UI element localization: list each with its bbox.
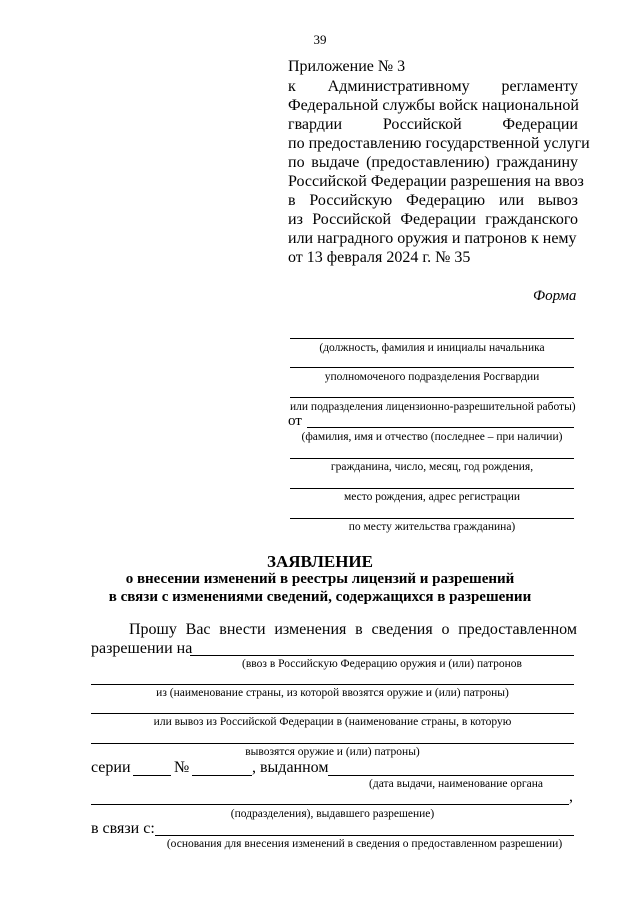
export-caption: вывозятся оружие и (или) патроны)	[245, 746, 420, 758]
applicant-caption: гражданина, число, месяц, год рождения,	[330, 461, 534, 473]
appendix-line: в Российскую Федерацию или вывоз	[288, 192, 578, 209]
addressee-line[interactable]	[290, 367, 574, 368]
appendix-line: Федеральной службы войск национальной	[288, 97, 579, 114]
issuing-authority-line[interactable]	[91, 804, 569, 805]
reason-field[interactable]	[155, 835, 574, 836]
document-subtitle: о внесении изменений в реестры лицензий и разрешений	[125, 571, 515, 587]
export-country-line[interactable]	[91, 743, 574, 744]
series-field[interactable]	[133, 775, 171, 776]
appendix-date-line: от 13 февраля 2024 г. № 35	[288, 249, 471, 266]
issue-date-caption: (дата выдачи, наименование органа	[369, 778, 543, 790]
reason-label: в связи с:	[91, 820, 155, 837]
addressee-caption: или подразделения лицензионно-разрешительной работы)	[290, 401, 576, 413]
applicant-line[interactable]	[290, 518, 574, 519]
document-subtitle: в связи с изменениями сведений, содержащихся в разрешении	[108, 589, 532, 605]
appendix-line: из Российской Федерации гражданского	[288, 211, 578, 228]
addressee-caption: (должность, фамилия и инициалы начальника	[319, 342, 545, 354]
appendix-line: или наградного оружия и патронов к нему	[288, 230, 577, 247]
series-label: серии	[91, 759, 131, 776]
request-text: Прошу Вас внести изменения в сведения о предоставленном	[129, 621, 577, 638]
issuing-authority-caption: (подразделения), выдавшего разрешение)	[230, 808, 435, 820]
addressee-line[interactable]	[290, 338, 574, 339]
applicant-caption: место рождения, адрес регистрации	[343, 491, 521, 503]
appendix-line: Приложение № 3	[288, 58, 406, 75]
addressee-line[interactable]	[290, 397, 574, 398]
export-caption: или вывоз из Российской Федерации в (наименование страны, в которую	[153, 716, 512, 728]
permit-type-line[interactable]	[190, 655, 574, 656]
number-field[interactable]	[192, 775, 252, 776]
applicant-line[interactable]	[290, 458, 574, 459]
from-label: от	[288, 413, 302, 429]
export-country-line[interactable]	[91, 713, 574, 714]
appendix-line: Российской Федерации разрешения на ввоз	[288, 173, 584, 190]
document-title: ЗАЯВЛЕНИЕ	[266, 552, 373, 571]
appendix-line: по выдаче (предоставлению) гражданину	[288, 154, 578, 171]
issue-date-field[interactable]	[328, 775, 574, 776]
appendix-line: по предоставлению государственной услуги	[288, 135, 590, 152]
page-number: 39	[313, 32, 327, 47]
reason-caption: (основания для внесения изменений в сведения о предоставленном разрешении)	[166, 838, 563, 850]
appendix-line: к Административному регламенту	[288, 78, 578, 95]
applicant-line[interactable]	[290, 488, 574, 489]
issued-label: , выданном	[252, 759, 329, 776]
appendix-line: гвардии Российской Федерации	[288, 116, 578, 133]
addressee-caption: уполномоченого подразделения Росгвардии	[324, 371, 540, 383]
trailing-comma: ,	[569, 788, 573, 805]
number-label: №	[174, 759, 190, 776]
import-country-line[interactable]	[91, 684, 574, 685]
permit-label: разрешении на	[91, 640, 193, 657]
import-caption: из (наименование страны, из которой ввозятся оружие и (или) патроны)	[156, 687, 509, 699]
applicant-line[interactable]	[307, 427, 574, 428]
permit-caption: (ввоз в Российскую Федерацию оружия и (или) патронов	[242, 658, 522, 670]
form-label: Форма	[533, 288, 577, 304]
applicant-caption: (фамилия, имя и отчество (последнее – при наличии)	[301, 431, 563, 443]
applicant-caption: по месту жительства гражданина)	[348, 521, 516, 533]
